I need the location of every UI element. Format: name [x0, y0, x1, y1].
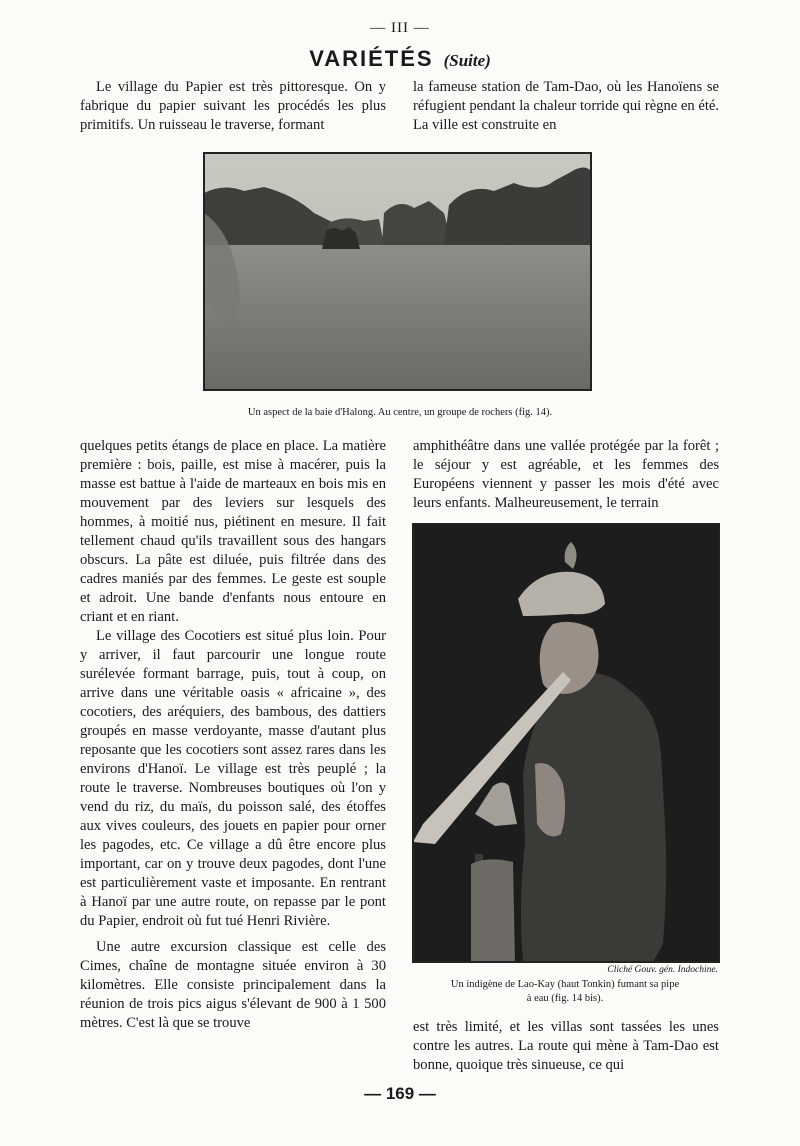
lao-kay-caption-line-1: Un indigène de Lao-Kay (haut Tonkin) fumant sa pipe: [450, 979, 680, 990]
section-heading: [0, 46, 800, 72]
lao-kay-caption-line-2: à eau (fig. 14 bis).: [526, 993, 604, 1004]
right-paragraph-bottom: est très limité, et les villas sont tassées les unes contre les autres. La route qui mène à Tam-Dao est bonne, quoique très sinueuse, ce qui: [413, 1019, 719, 1073]
right-paragraph-top: amphithéâtre dans une vallée protégée par la forêt ; le séjour y est agréable, et les femmes des Européens viennent y passer les mois d'été avec leurs enfants. Malheureusement, le terrain: [413, 438, 719, 511]
lao-kay-photo: [412, 523, 720, 963]
halong-caption: Un aspect de la baie d'Halong. Au centre, un groupe de rochers (fig. 14).: [247, 407, 553, 418]
heading-title: VARIÉTÉS: [309, 46, 434, 71]
heading-subtitle: (Suite): [443, 51, 491, 70]
halong-bay-illustration: [204, 153, 591, 390]
roman-page-number: — III —: [370, 20, 430, 36]
lao-kay-illustration: [413, 524, 719, 962]
left-column: [80, 437, 386, 1033]
left-paragraph-1: quelques petits étangs de place en place. La matière première : bois, paille, est mise à macérer, puis la masse est battue à l'aide de marteaux en bois mis en mouvement par des leviers sur lesquels des hommes, à moitié nus, piétinent en mesure. Il fait tellement chaud qu'ils travaillent sous des hangars obscurs. La pâte est diluée, puis filtrée dans des cadres maniés par des femmes. Le geste est souple et adroit. Une bande d'enfants nous entoure en criant et en riant.: [80, 438, 386, 625]
halong-bay-photo: [203, 152, 592, 391]
left-paragraph-3: Une autre excursion classique est celle des Cimes, chaîne de montagne située environ à 30 kilomètres. Elle consiste principalement dans la réunion de trois pics aigus s'élevant de 900 à 1 500 mètres. C'est là que se trouve: [80, 939, 386, 1031]
lao-kay-caption: [400, 978, 730, 1006]
top-right-paragraph: la fameuse station de Tam-Dao, où les Hanoïens se réfugient pendant la chaleur torride qui règne en été. La ville est construite en: [413, 79, 719, 133]
left-paragraph-2: Le village des Cocotiers est situé plus loin. Pour y arriver, il faut parcourir une longue route surélevée formant barrage, puis, tout à coup, on arrive dans une véritable oasis « africaine », des cocotiers, des aréquiers, des bambous, des dattiers groupés en masse verdoyante, masse d'autant plus reposante que les cocotiers sont assez rares dans les environs d'Hanoï. Le village est très peuplé ; la route le traverse. Nombreuses boutiques où l'on y vend du riz, du maïs, du poisson salé, des étoffes aux vives couleurs, des jouets en papier pour orner les pagodes, etc. Ce village a dû être encore plus important, car on y trouve deux pagodes, dont l'une est particulièrement vaste et imposante. En rentrant à Hanoï par une autre route, on repasse par le pont du Papier, endroit où fut tué Henri Rivière.: [80, 628, 386, 929]
top-left-paragraph: Le village du Papier est très pittoresque. On y fabrique du papier suivant les procédés les plus primitifs. Un ruisseau le traverse, formant: [80, 79, 386, 133]
photo-credit: Cliché Gouv. gén. Indochine.: [607, 965, 718, 975]
right-column-top: [413, 437, 719, 513]
page-number: — 169 —: [364, 1084, 436, 1103]
right-column-bottom: [413, 1018, 719, 1075]
top-left-text: [80, 78, 386, 135]
top-right-text: [413, 78, 719, 135]
